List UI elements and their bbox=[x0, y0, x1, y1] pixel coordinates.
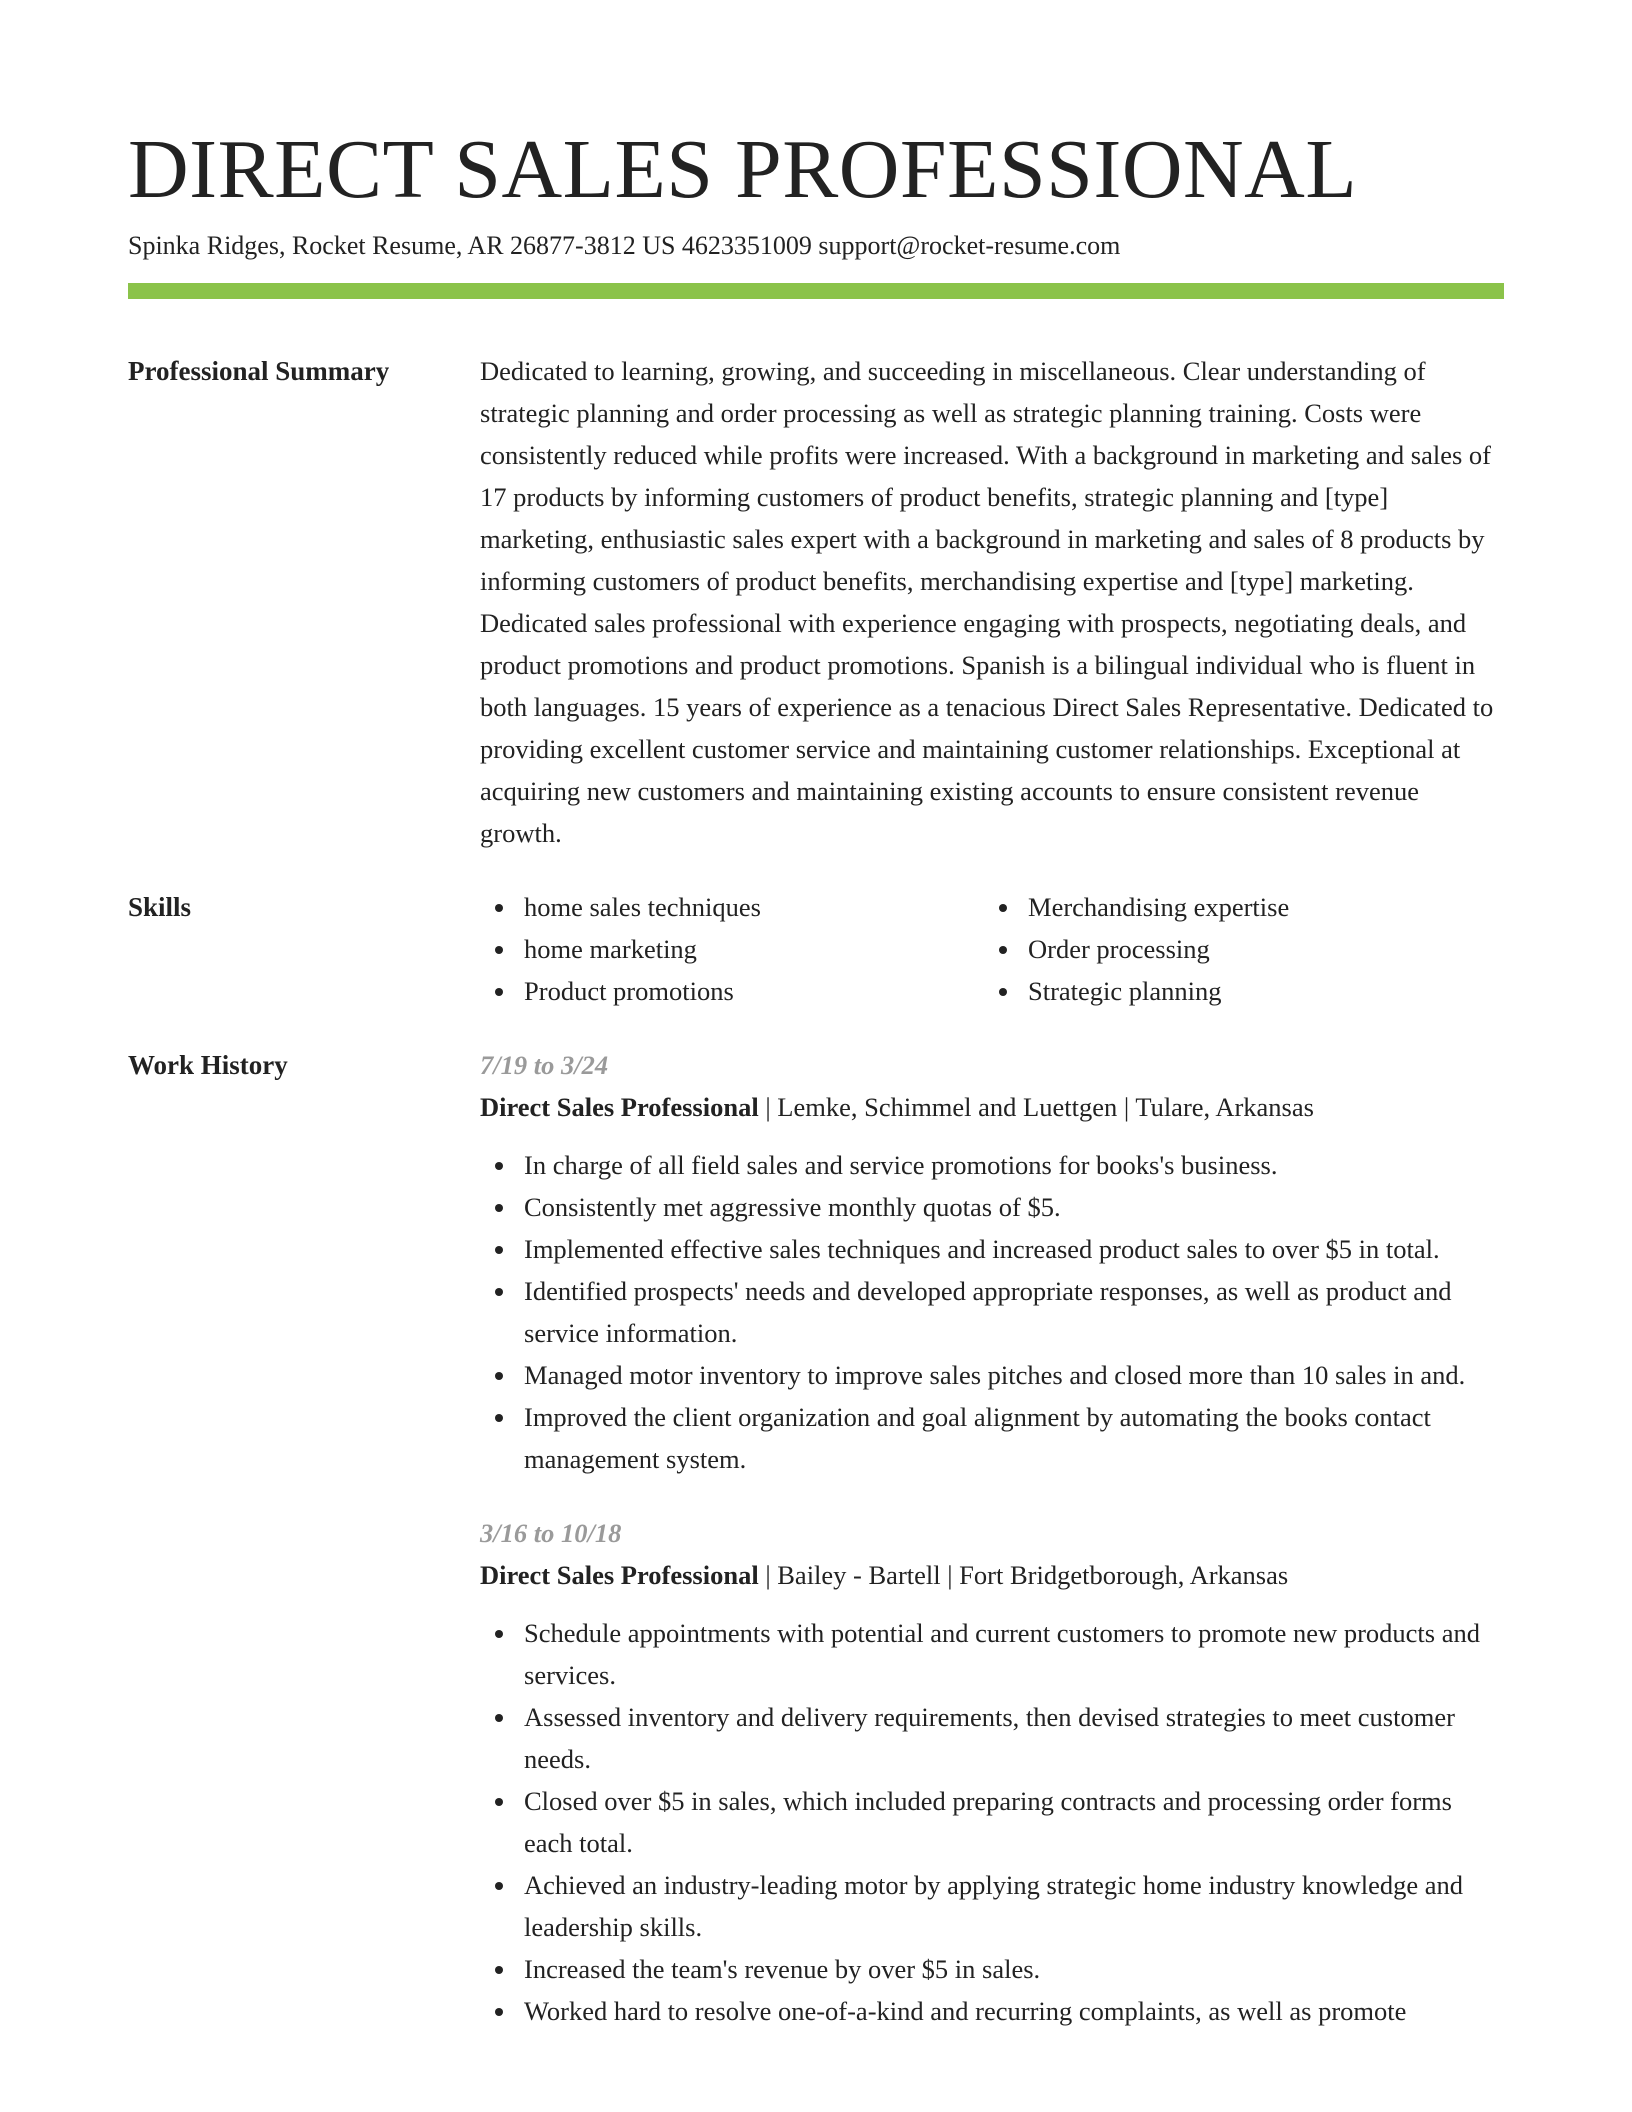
job-bullet: Increased the team's revenue by over $5 in sales. bbox=[480, 1948, 1504, 1990]
job-dates: 3/16 to 10/18 bbox=[480, 1518, 622, 1548]
header-divider bbox=[128, 283, 1504, 299]
skill-item: Order processing bbox=[984, 928, 1488, 970]
job-title: Direct Sales Professional bbox=[480, 1092, 759, 1122]
job-bullet: Managed motor inventory to improve sales pitches and closed more than 10 sales in and. bbox=[480, 1354, 1504, 1396]
job-entry bbox=[480, 1044, 1504, 1480]
contact-line: Spinka Ridges, Rocket Resume, AR 26877-3812 US 4623351009 support@rocket-resume.com bbox=[128, 231, 1121, 260]
job-bullet: Worked hard to resolve one-of-a-kind and recurring complaints, as well as promote bbox=[480, 1990, 1504, 2032]
summary-title: Professional Summary bbox=[128, 356, 390, 386]
skill-item: Merchandising expertise bbox=[984, 886, 1488, 928]
skills-section bbox=[128, 886, 1504, 1012]
job-bullet: Implemented effective sales techniques and increased product sales to over $5 in total. bbox=[480, 1228, 1504, 1270]
job-bullet: Improved the client organization and goal alignment by automating the books contact management system. bbox=[480, 1396, 1504, 1480]
summary-section bbox=[128, 350, 1504, 854]
job-bullet-list bbox=[480, 1612, 1504, 2032]
work-history-title: Work History bbox=[128, 1050, 288, 1080]
job-bullet: In charge of all field sales and service promotions for books's business. bbox=[480, 1144, 1504, 1186]
job-employer-location: | Lemke, Schimmel and Luettgen | Tulare, Arkansas bbox=[758, 1092, 1314, 1122]
job-heading bbox=[480, 1554, 1504, 1596]
resume-page bbox=[128, 0, 1504, 2064]
job-bullet: Schedule appointments with potential and current customers to promote new products and services. bbox=[480, 1612, 1504, 1696]
work-history-body bbox=[480, 1044, 1504, 2064]
job-dates: 7/19 to 3/24 bbox=[480, 1050, 609, 1080]
job-entry bbox=[480, 1512, 1504, 2032]
job-bullet: Achieved an industry-leading motor by applying strategic home industry knowledge and leadership skills. bbox=[480, 1864, 1504, 1948]
summary-text: Dedicated to learning, growing, and succeeding in miscellaneous. Clear understanding of strategic planning and order processing as well as strategic planning training. Costs were consistently reduced while profits were increased. With a background in marketing and sales of 17 products by informing customers of product benefits, strategic planning and [type] marketing, enthusiastic sales expert with a background in marketing and sales of 8 products by informing customers of product benefits, merchandising expertise and [type] marketing. Dedicated sales professional with experience engaging with prospects, negotiating deals, and product promotions and product promotions. Spanish is a bilingual individual who is fluent in both languages. 15 years of experience as a tenacious Direct Sales Representative. Dedicated to providing excellent customer service and maintaining customer relationships. Exceptional at acquiring new customers and maintaining existing accounts to ensure consistent revenue growth. bbox=[480, 356, 1494, 848]
skill-item: Product promotions bbox=[480, 970, 984, 1012]
skill-item: home sales techniques bbox=[480, 886, 984, 928]
job-bullet: Consistently met aggressive monthly quotas of $5. bbox=[480, 1186, 1504, 1228]
job-bullet: Assessed inventory and delivery requirements, then devised strategies to meet customer needs. bbox=[480, 1696, 1504, 1780]
job-heading bbox=[480, 1086, 1504, 1128]
job-bullet-list bbox=[480, 1144, 1504, 1480]
skills-title: Skills bbox=[128, 892, 192, 922]
skills-list bbox=[480, 886, 1504, 1012]
candidate-name: DIRECT SALES PROFESSIONAL bbox=[128, 123, 1358, 216]
skills-body bbox=[480, 886, 1504, 1012]
job-employer-location: | Bailey - Bartell | Fort Bridgetborough, Arkansas bbox=[758, 1560, 1289, 1590]
work-history-section bbox=[128, 1044, 1504, 2064]
skill-item: Strategic planning bbox=[984, 970, 1488, 1012]
job-title: Direct Sales Professional bbox=[480, 1560, 759, 1590]
job-bullet: Identified prospects' needs and developed appropriate responses, as well as product and service information. bbox=[480, 1270, 1504, 1354]
job-bullet: Closed over $5 in sales, which included preparing contracts and processing order forms each total. bbox=[480, 1780, 1504, 1864]
skill-item: home marketing bbox=[480, 928, 984, 970]
summary-body bbox=[480, 350, 1504, 854]
